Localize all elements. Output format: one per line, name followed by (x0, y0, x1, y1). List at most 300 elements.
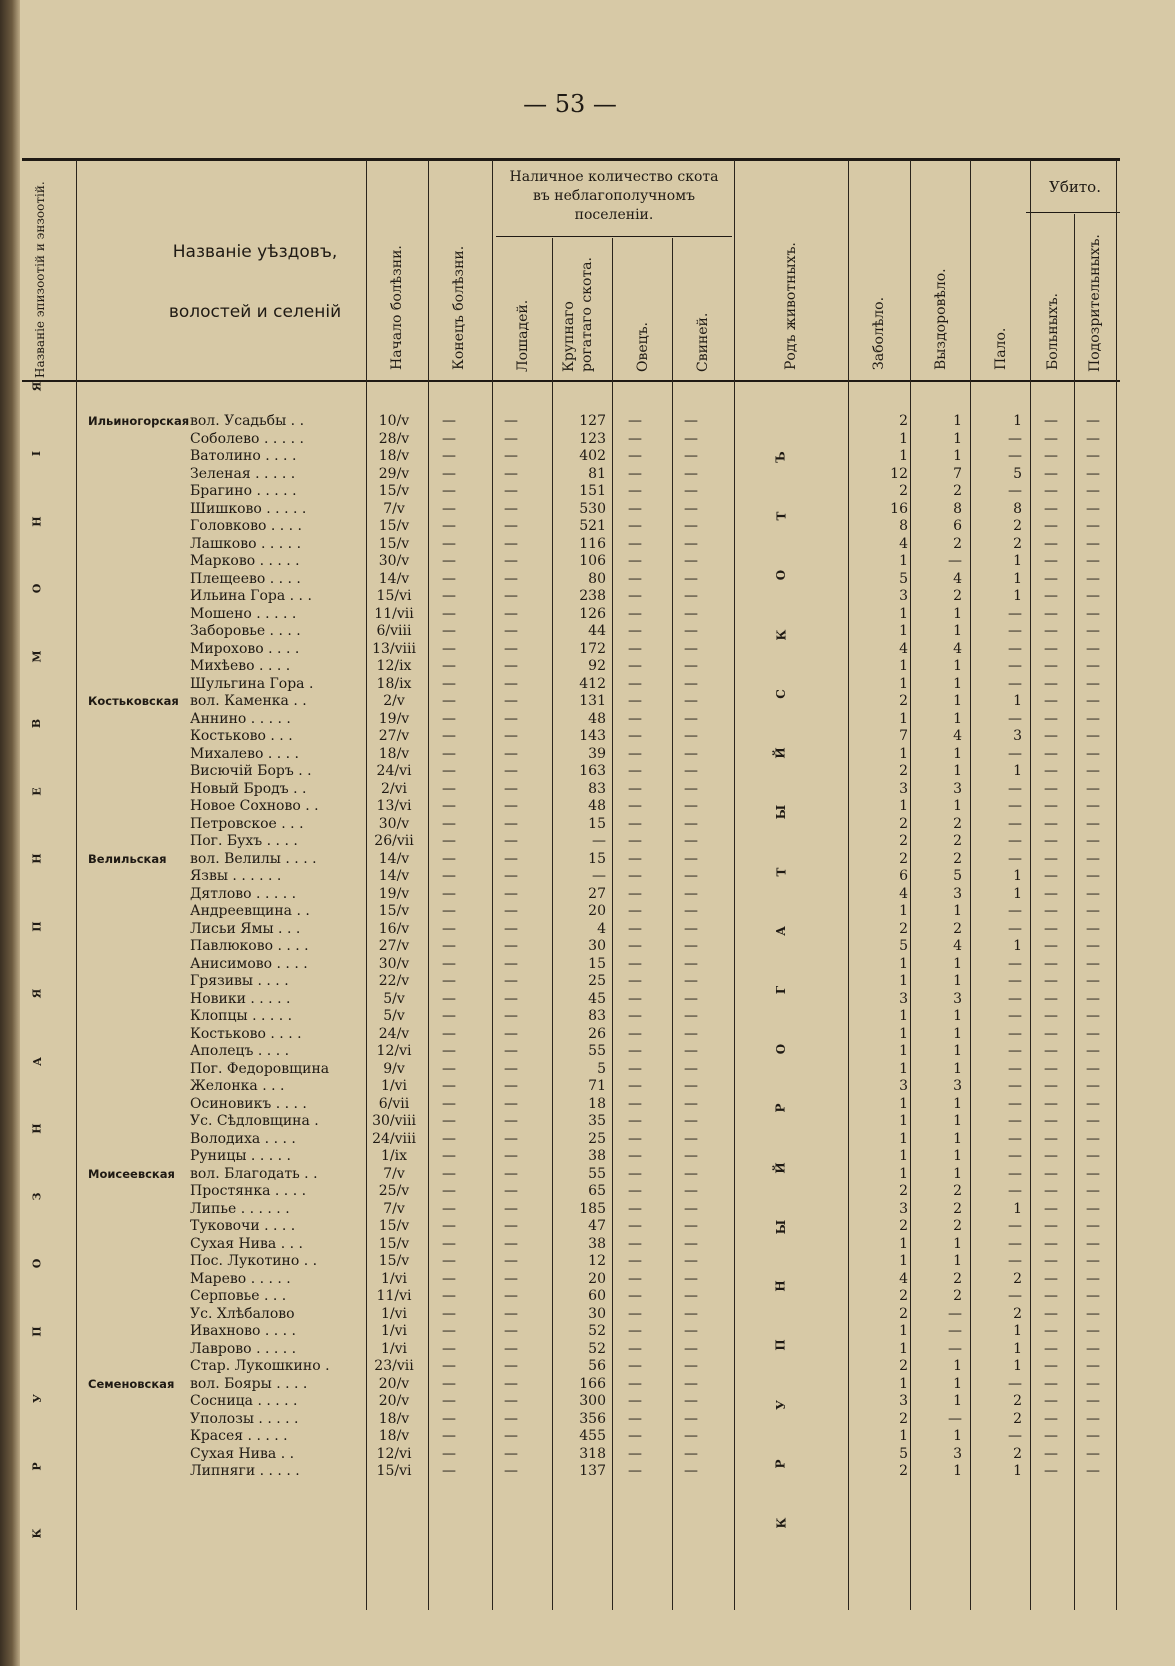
disease-begin: 15/vi (376, 588, 412, 604)
sick-count: 1 (899, 1253, 908, 1269)
sheep-count: — (628, 1393, 642, 1409)
vertical-letter: В (30, 719, 44, 729)
pigs-count: — (684, 1043, 698, 1059)
cattle-count: 25 (588, 1130, 606, 1147)
pigs-count: — (684, 430, 698, 447)
disease-begin: 12/vi (376, 1445, 412, 1462)
killed-sick-count: — (1044, 1323, 1058, 1339)
village-name: Сухая Нива . . . (190, 1235, 303, 1252)
recovered-count: 1 (953, 448, 962, 464)
sheep-count: — (628, 693, 642, 709)
sick-count: 3 (899, 780, 908, 797)
table-row (0, 745, 1120, 763)
cattle-count: 126 (579, 605, 606, 622)
killed-suspect-count: — (1086, 465, 1100, 482)
died-count: 5 (1013, 465, 1022, 482)
table-row (0, 587, 1120, 605)
table-row (0, 1410, 1120, 1428)
disease-begin: 20/v (378, 1393, 410, 1409)
killed-suspect-count: — (1086, 448, 1100, 464)
died-count: — (1008, 1148, 1022, 1164)
cattle-count: 4 (597, 920, 606, 937)
killed-sick-count: — (1044, 938, 1058, 954)
disease-end: — (442, 1165, 456, 1182)
killed-suspect-count: — (1086, 850, 1100, 867)
vertical-letter: А (30, 1056, 44, 1066)
killed-sick-count: — (1044, 1305, 1058, 1322)
died-count: 3 (1013, 728, 1022, 744)
table-row (0, 797, 1120, 815)
killed-sick-count: — (1044, 1078, 1058, 1094)
died-count: — (1008, 903, 1022, 919)
village-name: Простянка . . . . (190, 1183, 307, 1199)
disease-end: — (442, 640, 456, 657)
volost-name: Велильская (88, 851, 167, 866)
killed-sick-count: — (1044, 1463, 1058, 1479)
horses-count: — (504, 570, 518, 587)
table-row (0, 692, 1120, 710)
horses-count: — (504, 1288, 518, 1304)
horses-count: — (504, 728, 518, 744)
sick-count: 1 (899, 973, 908, 989)
disease-begin: 9/v (383, 1060, 405, 1077)
sheep-count: — (628, 1323, 642, 1339)
pigs-count: — (684, 693, 698, 709)
table-row (0, 1112, 1120, 1130)
sick-count: 1 (899, 1165, 908, 1182)
killed-suspect-count: — (1086, 1340, 1100, 1357)
disease-end: — (442, 1060, 456, 1077)
killed-suspect-count: — (1086, 745, 1100, 762)
killed-sick-count: — (1044, 500, 1058, 517)
disease-end: — (442, 903, 456, 919)
pigs-count: — (684, 465, 698, 482)
died-count: — (1008, 920, 1022, 937)
horses-count: — (504, 1025, 518, 1042)
table-row (0, 430, 1120, 448)
horses-count: — (504, 1253, 518, 1269)
pigs-count: — (684, 745, 698, 762)
sheep-count: — (628, 1218, 642, 1234)
pigs-count: — (684, 605, 698, 622)
sheep-count: — (628, 465, 642, 482)
killed-sick-count: — (1044, 640, 1058, 657)
killed-suspect-count: — (1086, 1095, 1100, 1112)
died-count: — (1008, 1288, 1022, 1304)
pigs-count: — (684, 798, 698, 814)
disease-end: — (442, 1305, 456, 1322)
village-name: Руницы . . . . . (190, 1148, 291, 1164)
table-row (0, 780, 1120, 798)
village-name: Михалево . . . . (190, 745, 299, 762)
recovered-count: 3 (953, 990, 962, 1007)
recovered-count: 8 (953, 500, 962, 517)
killed-suspect-count: — (1086, 868, 1100, 884)
vertical-letter: А (774, 925, 788, 936)
disease-end: — (442, 745, 456, 762)
table-row (0, 867, 1120, 885)
sheep-count: — (628, 1340, 642, 1357)
sheep-count: — (628, 518, 642, 534)
killed-suspect-count: — (1086, 1218, 1100, 1234)
pigs-count: — (684, 1428, 698, 1444)
died-count: — (1008, 1113, 1022, 1129)
disease-begin: 15/v (378, 518, 410, 534)
header-stock-group: Наличное количество скота въ неблагополучномъ поселеніи. (509, 169, 719, 223)
sheep-count: — (628, 483, 642, 499)
died-count: 1 (1013, 885, 1022, 902)
killed-sick-count: — (1044, 570, 1058, 587)
village-name: Серповье . . . (190, 1288, 287, 1304)
killed-suspect-count: — (1086, 780, 1100, 797)
recovered-count: 1 (953, 903, 962, 919)
sick-count: 1 (899, 955, 908, 972)
disease-end: — (442, 623, 456, 639)
killed-suspect-count: — (1086, 1060, 1100, 1077)
disease-begin: 13/viii (372, 640, 416, 657)
disease-begin: 24/v (378, 1025, 410, 1042)
pigs-count: — (684, 833, 698, 849)
pigs-count: — (684, 1130, 698, 1147)
recovered-count: 1 (953, 798, 962, 814)
died-count: — (1008, 448, 1022, 464)
died-count: — (1008, 1375, 1022, 1392)
village-name: Лаврово . . . . . (190, 1340, 297, 1357)
died-count: — (1008, 1428, 1022, 1444)
killed-sick-count: — (1044, 1200, 1058, 1217)
died-count: 1 (1013, 1463, 1022, 1479)
died-count: — (1008, 1183, 1022, 1199)
sheep-count: — (628, 448, 642, 464)
cattle-count: 15 (588, 850, 606, 867)
sick-count: 4 (899, 885, 908, 902)
killed-suspect-count: — (1086, 1270, 1100, 1287)
killed-sick-count: — (1044, 868, 1058, 884)
cattle-count: 185 (579, 1200, 606, 1217)
sick-count: 1 (899, 1060, 908, 1077)
recovered-count: 2 (953, 1218, 962, 1234)
cattle-count: 55 (588, 1165, 606, 1182)
cattle-count: 15 (588, 955, 606, 972)
vertical-letter: Ы (773, 1219, 788, 1235)
pigs-count: — (684, 885, 698, 902)
recovered-count: 1 (953, 1375, 962, 1392)
horses-count: — (504, 448, 518, 464)
killed-sick-count: — (1044, 1148, 1058, 1164)
sheep-count: — (628, 535, 642, 552)
disease-end: — (442, 483, 456, 499)
killed-suspect-count: — (1086, 903, 1100, 919)
disease-end: — (442, 1025, 456, 1042)
vertical-letter: Г (773, 985, 788, 995)
horses-count: — (504, 1375, 518, 1392)
died-count: — (1008, 815, 1022, 832)
cattle-count: 48 (588, 798, 606, 814)
sheep-count: — (628, 1078, 642, 1094)
killed-sick-count: — (1044, 1043, 1058, 1059)
village-name: Пог. Бухъ . . . . (190, 833, 298, 849)
killed-suspect-count: — (1086, 815, 1100, 832)
sick-count: 1 (899, 1375, 908, 1392)
recovered-count: 3 (953, 1445, 962, 1462)
disease-end: — (442, 675, 456, 692)
pigs-count: — (684, 675, 698, 692)
killed-sick-count: — (1044, 1358, 1058, 1374)
recovered-count: — (948, 1305, 962, 1322)
sick-count: 2 (899, 833, 908, 849)
disease-begin: 22/v (378, 973, 410, 989)
village-name: вол. Велилы . . . . (190, 850, 317, 867)
cattle-count: 38 (588, 1235, 606, 1252)
died-count: — (1008, 973, 1022, 989)
vertical-letter: О (30, 1258, 44, 1269)
village-name: Грязивы . . . . (190, 973, 289, 989)
pigs-count: — (684, 780, 698, 797)
cattle-count: 45 (588, 990, 606, 1007)
killed-sick-count: — (1044, 885, 1058, 902)
died-count: 1 (1013, 553, 1022, 569)
horses-count: — (504, 780, 518, 797)
disease-begin: 14/v (378, 850, 410, 867)
disease-end: — (442, 448, 456, 464)
vertical-letter: Й (774, 1161, 788, 1174)
killed-sick-count: — (1044, 465, 1058, 482)
sheep-count: — (628, 605, 642, 622)
recovered-count: 1 (953, 1095, 962, 1112)
pigs-count: — (684, 1165, 698, 1182)
village-name: Аполецъ . . . . (190, 1043, 290, 1059)
horses-count: — (504, 465, 518, 482)
recovered-count: 2 (953, 815, 962, 832)
disease-begin: 1/vi (380, 1340, 407, 1357)
vertical-letter: К (773, 1517, 788, 1529)
died-count: 2 (1013, 1445, 1022, 1462)
killed-suspect-count: — (1086, 1375, 1100, 1392)
sheep-count: — (628, 623, 642, 639)
sheep-count: — (628, 640, 642, 657)
horses-count: — (504, 605, 518, 622)
disease-end: — (442, 535, 456, 552)
vertical-letter: Т (774, 511, 788, 521)
cattle-count: 300 (579, 1393, 606, 1409)
sick-count: 2 (899, 763, 908, 779)
killed-suspect-count: — (1086, 658, 1100, 674)
cattle-count: 151 (579, 483, 606, 499)
killed-sick-count: — (1044, 518, 1058, 534)
horses-count: — (504, 535, 518, 552)
table-row (0, 605, 1120, 623)
disease-end: — (442, 413, 456, 429)
recovered-count: 1 (953, 1165, 962, 1182)
recovered-count: 2 (953, 1200, 962, 1217)
horses-count: — (504, 973, 518, 989)
disease-begin: 7/v (383, 1165, 405, 1182)
recovered-count: 2 (953, 1288, 962, 1304)
volost-name: Костьковская (88, 694, 179, 708)
recovered-count: 1 (953, 1358, 962, 1374)
killed-suspect-count: — (1086, 1200, 1100, 1217)
disease-end: — (442, 833, 456, 849)
cattle-count: 83 (588, 780, 606, 797)
table-row (0, 1462, 1120, 1480)
killed-suspect-count: — (1086, 518, 1100, 534)
recovered-count: 2 (953, 1270, 962, 1287)
died-count: — (1008, 990, 1022, 1007)
recovered-count: 4 (953, 640, 962, 657)
cattle-count: 38 (588, 1148, 606, 1164)
died-count: 1 (1013, 868, 1022, 884)
sheep-count: — (628, 868, 642, 884)
header-killed-group: Убито. (1049, 178, 1101, 196)
recovered-count: 1 (953, 1253, 962, 1269)
cattle-count: 27 (588, 885, 606, 902)
recovered-count: 1 (953, 605, 962, 622)
horses-count: — (504, 430, 518, 447)
killed-sick-count: — (1044, 833, 1058, 849)
vertical-letter: П (30, 1325, 44, 1337)
sheep-count: — (628, 1270, 642, 1287)
sheep-count: — (628, 780, 642, 797)
disease-begin: 15/v (378, 1218, 410, 1234)
cattle-count: 12 (588, 1253, 606, 1269)
disease-begin: 6/vii (378, 1095, 410, 1112)
cattle-count: 131 (579, 693, 606, 709)
pigs-count: — (684, 570, 698, 587)
table-row (0, 762, 1120, 780)
header-epizootic: Названіе эпизоотій и энзоотій. (33, 181, 47, 378)
died-count: — (1008, 710, 1022, 727)
died-count: — (1008, 658, 1022, 674)
village-name: Костьково . . . . (190, 1025, 302, 1042)
died-count: 1 (1013, 1323, 1022, 1339)
village-name: Липняги . . . . . (190, 1463, 300, 1479)
sheep-count: — (628, 658, 642, 674)
cattle-count: 238 (579, 588, 606, 604)
cattle-count: — (592, 833, 606, 849)
horses-count: — (504, 623, 518, 639)
volost-name: Ильиногорская (88, 414, 190, 428)
pigs-count: — (684, 1235, 698, 1252)
vertical-letter: К (773, 629, 788, 641)
disease-end: — (442, 1410, 456, 1427)
killed-sick-count: — (1044, 798, 1058, 814)
died-count: — (1008, 780, 1022, 797)
cattle-count: 26 (588, 1025, 606, 1042)
disease-begin: 10/v (378, 413, 410, 429)
killed-suspect-count: — (1086, 483, 1100, 499)
vertical-letter: У (30, 1394, 44, 1403)
disease-begin: 18/ix (376, 675, 412, 692)
recovered-count: 2 (953, 1183, 962, 1199)
recovered-count: 4 (953, 728, 962, 744)
killed-sick-count: — (1044, 1025, 1058, 1042)
died-count: — (1008, 1235, 1022, 1252)
disease-begin: 5/v (383, 1008, 405, 1024)
sick-count: 2 (899, 1410, 908, 1427)
vertical-letter: Я (30, 381, 44, 392)
cattle-count: 127 (579, 413, 606, 429)
killed-suspect-count: — (1086, 1463, 1100, 1479)
vertical-letter: Ъ (773, 451, 788, 463)
killed-suspect-count: — (1086, 990, 1100, 1007)
horses-count: — (504, 990, 518, 1007)
sick-count: 1 (899, 903, 908, 919)
horses-count: — (504, 518, 518, 534)
village-name: Ильина Гора . . . (190, 588, 312, 604)
vertical-letter: П (774, 1339, 788, 1351)
killed-suspect-count: — (1086, 1253, 1100, 1269)
sick-count: 5 (899, 938, 908, 954)
recovered-count: 7 (953, 465, 962, 482)
died-count: — (1008, 675, 1022, 692)
horses-count: — (504, 868, 518, 884)
sheep-count: — (628, 413, 642, 429)
disease-begin: 15/v (378, 903, 410, 919)
killed-sick-count: — (1044, 1218, 1058, 1234)
killed-sick-count: — (1044, 990, 1058, 1007)
pigs-count: — (684, 1358, 698, 1374)
killed-sick-count: — (1044, 605, 1058, 622)
horses-count: — (504, 640, 518, 657)
village-name: Уполозы . . . . . (190, 1410, 299, 1427)
disease-end: — (442, 1358, 456, 1374)
recovered-count: 1 (953, 413, 962, 429)
disease-end: — (442, 1288, 456, 1304)
pigs-count: — (684, 623, 698, 639)
pigs-count: — (684, 1095, 698, 1112)
table-row (0, 955, 1120, 973)
recovered-count: 2 (953, 833, 962, 849)
sick-count: 1 (899, 605, 908, 622)
disease-begin: 30/v (378, 815, 410, 832)
disease-begin: 14/v (378, 868, 410, 884)
sick-count: 2 (899, 1183, 908, 1199)
disease-end: — (442, 500, 456, 517)
killed-sick-count: — (1044, 1183, 1058, 1199)
pigs-count: — (684, 1218, 698, 1234)
disease-begin: 15/v (378, 535, 410, 552)
header-recovered: Выздоровѣло. (933, 268, 949, 370)
disease-begin: 27/v (378, 938, 410, 954)
cattle-count: 455 (579, 1428, 606, 1444)
cattle-count: 52 (588, 1340, 606, 1357)
killed-sick-count: — (1044, 1428, 1058, 1444)
died-count: 1 (1013, 413, 1022, 429)
killed-sick-count: — (1044, 553, 1058, 569)
disease-end: — (442, 1113, 456, 1129)
pigs-count: — (684, 1078, 698, 1094)
sick-count: 2 (899, 1305, 908, 1322)
horses-count: — (504, 1463, 518, 1479)
cattle-count: 25 (588, 973, 606, 989)
pigs-count: — (684, 500, 698, 517)
sheep-count: — (628, 1428, 642, 1444)
disease-end: — (442, 1428, 456, 1444)
disease-end: — (442, 955, 456, 972)
recovered-count: 5 (953, 868, 962, 884)
table-row (0, 1235, 1120, 1253)
disease-end: — (442, 1148, 456, 1164)
died-count: — (1008, 1165, 1022, 1182)
died-count: — (1008, 640, 1022, 657)
recovered-count: — (948, 1323, 962, 1339)
sick-count: 1 (899, 710, 908, 727)
sick-count: 2 (899, 693, 908, 709)
cattle-count: 60 (588, 1288, 606, 1304)
sick-count: 3 (899, 990, 908, 1007)
killed-sick-count: — (1044, 658, 1058, 674)
killed-subheader-rule (1026, 212, 1120, 213)
